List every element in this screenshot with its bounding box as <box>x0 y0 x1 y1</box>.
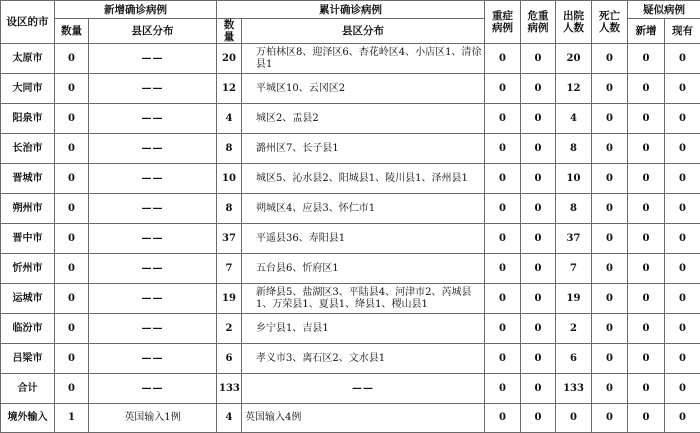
critical-cell: 0 <box>521 254 556 284</box>
severe-cell: 0 <box>485 224 521 254</box>
new-district-cell: —— <box>89 74 217 104</box>
severe-cell: 0 <box>485 134 521 164</box>
severe-cell: 0 <box>485 164 521 194</box>
discharged-cell: 10 <box>556 164 592 194</box>
cum-count-cell: 12 <box>217 74 242 104</box>
death-cell: 0 <box>592 374 628 404</box>
city-cell: 吕梁市 <box>1 344 55 374</box>
cum-district-cell: 孝义市3、离石区2、文水县1 <box>242 344 485 374</box>
cum-district-cell: 乡宁县1、吉县1 <box>242 314 485 344</box>
discharged-cell: 133 <box>556 374 592 404</box>
discharged-cell: 37 <box>556 224 592 254</box>
suspect-new-cell: 0 <box>628 284 665 314</box>
cum-district-cell: 万柏林区8、迎泽区6、杏花岭区4、小店区1、清徐县1 <box>242 44 485 74</box>
suspect-current-cell: 0 <box>665 44 700 74</box>
table-row <box>1 284 700 314</box>
city-cell: 朔州市 <box>1 194 55 224</box>
new-district-cell: —— <box>89 254 217 284</box>
cum-count-cell: 37 <box>217 224 242 254</box>
death-cell: 0 <box>592 254 628 284</box>
death-cell: 0 <box>592 314 628 344</box>
new-district-cell: —— <box>89 164 217 194</box>
new-district-cell: —— <box>89 284 217 314</box>
table-row <box>1 344 700 374</box>
cum-district-cell: —— <box>242 374 485 404</box>
severe-cell: 0 <box>485 74 521 104</box>
critical-cell: 0 <box>521 74 556 104</box>
cum-count-cell: 2 <box>217 314 242 344</box>
suspect-current-cell: 0 <box>665 194 700 224</box>
table-row <box>1 374 700 404</box>
new-district-cell: —— <box>89 134 217 164</box>
new-district-cell: —— <box>89 104 217 134</box>
cum-district-cell: 新绛县5、盐湖区3、平陆县4、河津市2、芮城县1、万荣县1、夏县1、绛县1、稷山县1 <box>242 284 485 314</box>
new-district-cell: —— <box>89 374 217 404</box>
cum-district-cell: 五台县6、忻府区1 <box>242 254 485 284</box>
cum-district-cell: 平城区10、云冈区2 <box>242 74 485 104</box>
new-count-cell: 0 <box>55 284 89 314</box>
critical-cell: 0 <box>521 194 556 224</box>
death-cell: 0 <box>592 404 628 433</box>
suspect-new-cell: 0 <box>628 224 665 254</box>
table-row <box>1 164 700 194</box>
new-district-cell: —— <box>89 314 217 344</box>
severe-cell: 0 <box>485 254 521 284</box>
suspect-new-cell: 0 <box>628 74 665 104</box>
table-row <box>1 74 700 104</box>
death-cell: 0 <box>592 164 628 194</box>
suspect-new-cell: 0 <box>628 134 665 164</box>
critical-cell: 0 <box>521 104 556 134</box>
critical-cell: 0 <box>521 44 556 74</box>
suspect-new-cell: 0 <box>628 374 665 404</box>
death-cell: 0 <box>592 44 628 74</box>
table-row <box>1 194 700 224</box>
table-body <box>1 44 700 433</box>
new-count-cell: 0 <box>55 194 89 224</box>
discharged-cell: 12 <box>556 74 592 104</box>
severe-cell: 0 <box>485 104 521 134</box>
header-death: 死亡 人数 <box>592 1 628 44</box>
cum-district-cell: 朔城区4、应县3、怀仁市1 <box>242 194 485 224</box>
critical-cell: 0 <box>521 134 556 164</box>
discharged-cell: 4 <box>556 104 592 134</box>
critical-cell: 0 <box>521 164 556 194</box>
table-row <box>1 44 700 74</box>
severe-cell: 0 <box>485 194 521 224</box>
new-district-cell: —— <box>89 194 217 224</box>
city-cell: 忻州市 <box>1 254 55 284</box>
new-count-cell: 0 <box>55 374 89 404</box>
cum-count-cell: 4 <box>217 104 242 134</box>
severe-cell: 0 <box>485 344 521 374</box>
discharged-cell: 7 <box>556 254 592 284</box>
header-row-1 <box>1 1 700 19</box>
discharged-cell: 2 <box>556 314 592 344</box>
header-new-count: 数量 <box>55 19 89 44</box>
new-district-cell: —— <box>89 224 217 254</box>
death-cell: 0 <box>592 344 628 374</box>
suspect-current-cell: 0 <box>665 74 700 104</box>
city-cell: 晋城市 <box>1 164 55 194</box>
new-count-cell: 0 <box>55 44 89 74</box>
cum-count-cell: 10 <box>217 164 242 194</box>
suspect-current-cell: 0 <box>665 164 700 194</box>
table-row <box>1 104 700 134</box>
header-city: 设区的市 <box>1 1 55 44</box>
header-critical: 危重 病例 <box>521 1 556 44</box>
cum-count-cell: 4 <box>217 404 242 433</box>
new-count-cell: 0 <box>55 134 89 164</box>
suspect-new-cell: 0 <box>628 44 665 74</box>
new-count-cell: 0 <box>55 104 89 134</box>
discharged-cell: 20 <box>556 44 592 74</box>
suspect-new-cell: 0 <box>628 314 665 344</box>
suspect-new-cell: 0 <box>628 164 665 194</box>
suspect-current-cell: 0 <box>665 404 700 433</box>
severe-cell: 0 <box>485 284 521 314</box>
discharged-cell: 8 <box>556 134 592 164</box>
death-cell: 0 <box>592 194 628 224</box>
city-cell: 运城市 <box>1 284 55 314</box>
death-cell: 0 <box>592 74 628 104</box>
new-count-cell: 0 <box>55 344 89 374</box>
suspect-current-cell: 0 <box>665 104 700 134</box>
suspect-current-cell: 0 <box>665 254 700 284</box>
critical-cell: 0 <box>521 374 556 404</box>
suspect-new-cell: 0 <box>628 404 665 433</box>
suspect-new-cell: 0 <box>628 344 665 374</box>
header-cumulative-cases: 累计确诊病例 <box>217 1 485 19</box>
death-cell: 0 <box>592 284 628 314</box>
severe-cell: 0 <box>485 404 521 433</box>
city-cell: 太原市 <box>1 44 55 74</box>
cum-count-cell: 19 <box>217 284 242 314</box>
header-suspect-current: 现有 <box>665 19 700 44</box>
header-cum-district: 县区分布 <box>242 19 485 44</box>
suspect-current-cell: 0 <box>665 344 700 374</box>
critical-cell: 0 <box>521 404 556 433</box>
new-count-cell: 0 <box>55 224 89 254</box>
death-cell: 0 <box>592 104 628 134</box>
header-suspected: 疑似病例 <box>628 1 700 19</box>
city-cell: 合计 <box>1 374 55 404</box>
new-count-cell: 0 <box>55 74 89 104</box>
suspect-current-cell: 0 <box>665 314 700 344</box>
new-count-cell: 0 <box>55 254 89 284</box>
discharged-cell: 6 <box>556 344 592 374</box>
suspect-current-cell: 0 <box>665 134 700 164</box>
suspect-current-cell: 0 <box>665 284 700 314</box>
cum-count-cell: 8 <box>217 194 242 224</box>
severe-cell: 0 <box>485 44 521 74</box>
suspect-new-cell: 0 <box>628 194 665 224</box>
suspect-new-cell: 0 <box>628 254 665 284</box>
cum-count-cell: 7 <box>217 254 242 284</box>
cum-district-cell: 平遥县36、寿阳县1 <box>242 224 485 254</box>
new-count-cell: 0 <box>55 314 89 344</box>
death-cell: 0 <box>592 134 628 164</box>
table-row <box>1 404 700 433</box>
discharged-cell: 0 <box>556 404 592 433</box>
death-cell: 0 <box>592 224 628 254</box>
critical-cell: 0 <box>521 344 556 374</box>
new-district-cell: —— <box>89 44 217 74</box>
city-cell: 临汾市 <box>1 314 55 344</box>
cum-district-cell: 城区2、盂县2 <box>242 104 485 134</box>
new-district-cell: 英国输入1例 <box>89 404 217 433</box>
cum-count-cell: 8 <box>217 134 242 164</box>
city-cell: 阳泉市 <box>1 104 55 134</box>
severe-cell: 0 <box>485 374 521 404</box>
table-row <box>1 224 700 254</box>
header-discharged: 出院 人数 <box>556 1 592 44</box>
discharged-cell: 19 <box>556 284 592 314</box>
city-cell: 长治市 <box>1 134 55 164</box>
city-cell: 晋中市 <box>1 224 55 254</box>
header-severe: 重症 病例 <box>485 1 521 44</box>
table-row <box>1 134 700 164</box>
suspect-current-cell: 0 <box>665 224 700 254</box>
header-suspect-new: 新增 <box>628 19 665 44</box>
new-count-cell: 1 <box>55 404 89 433</box>
cum-district-cell: 城区5、沁水县2、阳城县1、陵川县1、泽州县1 <box>242 164 485 194</box>
new-district-cell: —— <box>89 344 217 374</box>
discharged-cell: 8 <box>556 194 592 224</box>
critical-cell: 0 <box>521 314 556 344</box>
header-cum-count: 数量 <box>217 19 242 44</box>
critical-cell: 0 <box>521 284 556 314</box>
severe-cell: 0 <box>485 314 521 344</box>
cum-count-cell: 6 <box>217 344 242 374</box>
new-count-cell: 0 <box>55 164 89 194</box>
header-new-cases: 新增确诊病例 <box>55 1 217 19</box>
table-row <box>1 254 700 284</box>
cum-count-cell: 133 <box>217 374 242 404</box>
suspect-current-cell: 0 <box>665 374 700 404</box>
critical-cell: 0 <box>521 224 556 254</box>
header-new-district: 县区分布 <box>89 19 217 44</box>
city-cell: 大同市 <box>1 74 55 104</box>
cum-district-cell: 英国输入4例 <box>242 404 485 433</box>
suspect-new-cell: 0 <box>628 104 665 134</box>
cum-count-cell: 20 <box>217 44 242 74</box>
cum-district-cell: 潞州区7、长子县1 <box>242 134 485 164</box>
city-cell: 境外输入 <box>1 404 55 433</box>
table-row <box>1 314 700 344</box>
